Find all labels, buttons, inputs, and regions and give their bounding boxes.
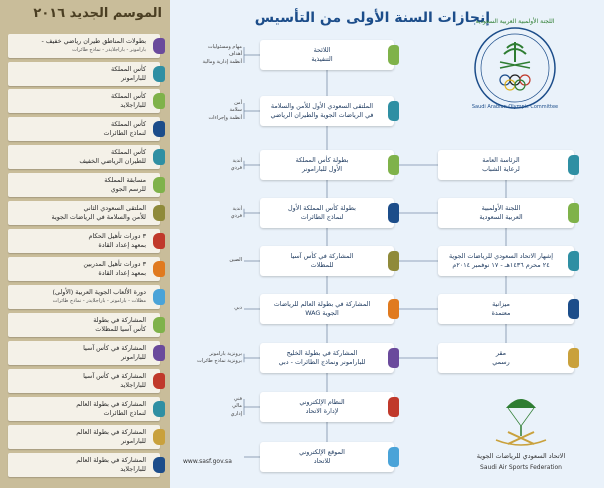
achievement-box-label	[264, 448, 380, 466]
season-item-label	[12, 148, 146, 166]
website-link[interactable]: www.sasf.gov.sa	[183, 458, 232, 465]
achievement-line: بطولة كأس المملكة الأول	[288, 204, 356, 212]
achievement-line: الموقع الإلكتروني	[299, 448, 345, 456]
achievement-notes	[178, 305, 242, 312]
season-item-line: دورة الألعاب الجوية العربية (الأولى)	[52, 288, 146, 296]
season-item	[8, 145, 160, 169]
season-item	[8, 397, 160, 421]
note-item: دبي	[234, 305, 242, 312]
season-item	[8, 34, 160, 58]
milestone-line: الرئاسة العامة	[482, 156, 520, 164]
olympic-logo-english: Saudi Arabian Olympic Committee	[471, 104, 559, 110]
season-item-tab	[153, 205, 165, 221]
season-item-tab	[153, 38, 165, 54]
achievement-notes	[178, 158, 242, 173]
milestone-box	[438, 198, 574, 228]
season-item-tab	[153, 457, 165, 473]
season-item-label	[12, 120, 146, 138]
milestone-line: لرعاية الشباب	[482, 165, 520, 173]
achievement-box-tab	[388, 299, 399, 319]
federation-logo-english: Saudi Air Sports Federation	[480, 464, 562, 471]
season-item-label	[12, 428, 146, 446]
achievement-box-tab	[388, 45, 399, 65]
season-item-label	[12, 316, 146, 334]
note-item: فني	[233, 396, 242, 403]
achievement-box	[260, 343, 394, 373]
milestone-box	[438, 294, 574, 324]
season-item-tab	[153, 93, 165, 109]
note-item: مهام ومسئوليات	[207, 44, 242, 51]
milestone-box-tab	[568, 203, 579, 223]
season-item-label	[12, 372, 146, 390]
season-item-line: بطولات المناطق طيران رياضي خفيف -	[41, 37, 146, 45]
season-item-tab	[153, 121, 165, 137]
season-item	[8, 89, 160, 113]
season-item-label	[12, 232, 146, 250]
season-item-subline: بارامونر - باراجلايدر - نماذج طائرات	[72, 47, 146, 53]
season-item-tab	[153, 289, 165, 305]
season-item	[8, 425, 160, 449]
season-item-line: للبارامونر	[121, 353, 146, 361]
season-item-label	[12, 288, 146, 306]
milestone-box	[438, 150, 574, 180]
achievement-notes	[178, 44, 242, 66]
season-item-line: كأس المملكة	[110, 92, 146, 100]
season-panel	[0, 0, 170, 488]
season-item-line: مسابقة المملكة	[104, 176, 146, 184]
milestone-box-label	[442, 252, 560, 270]
season-item-tab	[153, 177, 165, 193]
achievement-line: الملتقى السعودي الأول للأمن والسلامة	[270, 102, 374, 110]
season-item	[8, 117, 160, 141]
milestone-line: اللجنة الأولمبية	[481, 204, 521, 212]
season-item	[8, 369, 160, 393]
season-item-line: لنماذج الطائرات	[103, 409, 146, 417]
milestone-line: العربية السعودية	[479, 213, 523, 221]
achievement-box-label	[264, 398, 380, 416]
season-item-line: بمعهد إعداد القادة	[98, 269, 146, 277]
season-item-line: المشاركة في بطولة	[93, 316, 146, 324]
achievement-box-tab	[388, 251, 399, 271]
note-item: أهداف	[228, 51, 242, 58]
achievement-line: في الرياضات الجوية والطيران الرياضي	[270, 111, 374, 119]
note-item: فردي	[230, 164, 242, 171]
season-item	[8, 173, 160, 197]
achievement-box-label	[264, 252, 380, 270]
note-item: فردي	[230, 212, 242, 219]
season-item-line: لنماذج الطائرات	[103, 129, 146, 137]
season-item-line: للرسم الجوي	[110, 185, 146, 193]
achievement-box	[260, 294, 394, 324]
achievement-line: الجوية WAG	[305, 309, 339, 317]
season-item-tab	[153, 373, 165, 389]
season-item-tab	[153, 233, 165, 249]
milestone-box-label	[442, 300, 560, 318]
season-item-label	[12, 260, 146, 278]
achievement-box-tab	[388, 203, 399, 223]
season-item-subline: مظلات - بارامونر - باراجلايدر - نماذج طائرات	[52, 298, 146, 304]
season-item	[8, 201, 160, 225]
season-item-line: كأس المملكة	[110, 148, 146, 156]
season-item-label	[12, 344, 146, 362]
season-item	[8, 313, 160, 337]
season-item-label	[12, 92, 146, 110]
achievement-box-label	[264, 300, 380, 318]
achievement-box-label	[264, 156, 380, 174]
federation-logo-arabic: الاتحاد السعودي للرياضات الجوية	[476, 452, 566, 460]
season-item-tab	[153, 429, 165, 445]
season-item-line: ٣ دورات تأهيل الحكام	[88, 232, 146, 240]
achievement-line: المشاركة في كأس آسيا	[290, 252, 354, 260]
note-item: أنظمة إدارية ومالية	[202, 58, 242, 65]
achievement-box	[260, 246, 394, 276]
achievement-notes	[178, 257, 242, 264]
season-item-line: كأس آسيا للمظلات	[95, 325, 146, 333]
season-item-line: للباراجلايد	[120, 381, 146, 389]
season-item	[8, 257, 160, 281]
note-item: سلامة	[229, 107, 242, 114]
season-item-line: كأس المملكة	[110, 65, 146, 73]
season-item-label	[12, 400, 146, 418]
milestone-line: ٢٤ محرم ١٤٣٦هـ - ١٧ نوفمبر ٢٠١٤م	[452, 261, 550, 269]
season-item-label	[12, 204, 146, 222]
milestone-box-tab	[568, 251, 579, 271]
achievement-line: لإدارة الاتحاد	[305, 407, 339, 415]
milestone-line: معتمدة	[491, 309, 511, 317]
season-item-line: بمعهد إعداد القادة	[98, 241, 146, 249]
achievement-box-tab	[388, 155, 399, 175]
achievement-box-label	[264, 349, 380, 367]
season-item-line: المشاركة في بطولة العالم	[76, 400, 146, 408]
achievement-box	[260, 442, 394, 472]
season-item-label	[12, 456, 146, 474]
achievement-box-tab	[388, 348, 399, 368]
achievement-line: للبارامونر ونماذج الطائرات - دبي	[278, 358, 366, 366]
achievement-notes	[178, 351, 242, 366]
season-item	[8, 229, 160, 253]
season-item-line: للباراجلايد	[120, 465, 146, 473]
achievement-line: لنماذج الطائرات	[300, 213, 344, 221]
milestone-line: رسمي	[492, 358, 510, 366]
season-item-line: ٣ دورات تأهيل المدربين	[83, 260, 146, 268]
season-item-label	[12, 37, 146, 55]
season-item-tab	[153, 149, 165, 165]
season-item-line: كأس المملكة	[110, 120, 146, 128]
note-item: مالي	[232, 403, 242, 410]
achievement-box	[260, 198, 394, 228]
milestone-line: مقر	[495, 349, 507, 357]
note-item: أندية	[232, 157, 242, 164]
season-item-line: للبارامونر	[121, 437, 146, 445]
achievement-line: النظام الإلكتروني	[299, 398, 345, 406]
milestone-box	[438, 246, 574, 276]
milestone-line: ميزانية	[492, 300, 510, 308]
olympic-logo-arabic: اللجنة الأولمبية العربية السعودية	[475, 18, 555, 25]
milestone-box	[438, 343, 574, 373]
achievement-box-label	[264, 204, 380, 222]
season-item-label	[12, 65, 146, 83]
season-item	[8, 341, 160, 365]
note-item: إداري	[230, 410, 242, 417]
season-item-tab	[153, 401, 165, 417]
season-item-line: للباراجلايد	[120, 101, 146, 109]
season-item-line: المشاركة في بطولة العالم	[76, 428, 146, 436]
achievement-box-label	[264, 46, 380, 64]
milestone-box-tab	[568, 299, 579, 319]
milestone-box-label	[442, 349, 560, 367]
achievement-box-tab	[388, 397, 399, 417]
note-item: برونزية بارامونر	[209, 350, 242, 357]
season-item-line: المشاركة في كأس آسيا	[83, 344, 146, 352]
achievement-line: للاتحاد	[313, 457, 331, 465]
season-item-tab	[153, 345, 165, 361]
season-item	[8, 453, 160, 477]
achievement-notes	[178, 206, 242, 221]
season-item-tab	[153, 261, 165, 277]
achievement-line: التنفيذية	[311, 55, 333, 63]
season-item-tab	[153, 317, 165, 333]
season-item-label	[12, 176, 146, 194]
achievement-box	[260, 150, 394, 180]
achievement-box-tab	[388, 447, 399, 467]
achievement-box-tab	[388, 101, 399, 121]
note-item: أندية	[232, 205, 242, 212]
achievement-box	[260, 392, 394, 422]
season-item-line: للأمن والسلامة في الرياضات الجوية	[51, 213, 146, 221]
achievement-line: الأول للبارامونر	[301, 165, 342, 173]
achievement-line: للمظلات	[310, 261, 334, 269]
milestone-box-tab	[568, 155, 579, 175]
milestone-box-label	[442, 156, 560, 174]
achievement-notes	[178, 396, 242, 418]
achievements-panel	[170, 0, 604, 488]
page-title: إنجازات السنة الأولى من التأسيس	[254, 10, 490, 26]
achievement-box-label	[264, 102, 380, 120]
season-item-tab	[153, 66, 165, 82]
season-item-line: المشاركة في بطولة العالم	[76, 456, 146, 464]
achievement-line: المشاركة في بطولة الخليج	[286, 349, 358, 357]
achievement-line: اللائحة	[313, 46, 331, 54]
season-item	[8, 285, 160, 309]
season-item-line: للبارامونر	[121, 74, 146, 82]
achievement-notes	[178, 100, 242, 122]
milestone-box-tab	[568, 348, 579, 368]
note-item: أمن	[234, 100, 242, 107]
note-item: الصين	[229, 257, 242, 264]
note-item: برونزية نماذج طائرات	[197, 357, 242, 364]
achievement-line: المشاركة في بطولة العالم للرياضات	[273, 300, 371, 308]
achievement-box	[260, 40, 394, 70]
note-item: أنظمة وإجراءات	[208, 114, 242, 121]
season-item-line: الملتقى السعودي الثاني	[83, 204, 146, 212]
achievement-box	[260, 96, 394, 126]
season-item	[8, 62, 160, 86]
season-item-line: المشاركة في كأس آسيا	[83, 372, 146, 380]
milestone-line: إشهار الاتحاد السعودي للرياضات الجوية	[448, 252, 554, 260]
season-title: الموسم الجديد ٢٠١٦	[33, 6, 162, 21]
season-item-line: للطيران الرياضي الخفيف	[79, 157, 146, 165]
achievement-line: بطولة كأس المملكة	[295, 156, 349, 164]
milestone-box-label	[442, 204, 560, 222]
